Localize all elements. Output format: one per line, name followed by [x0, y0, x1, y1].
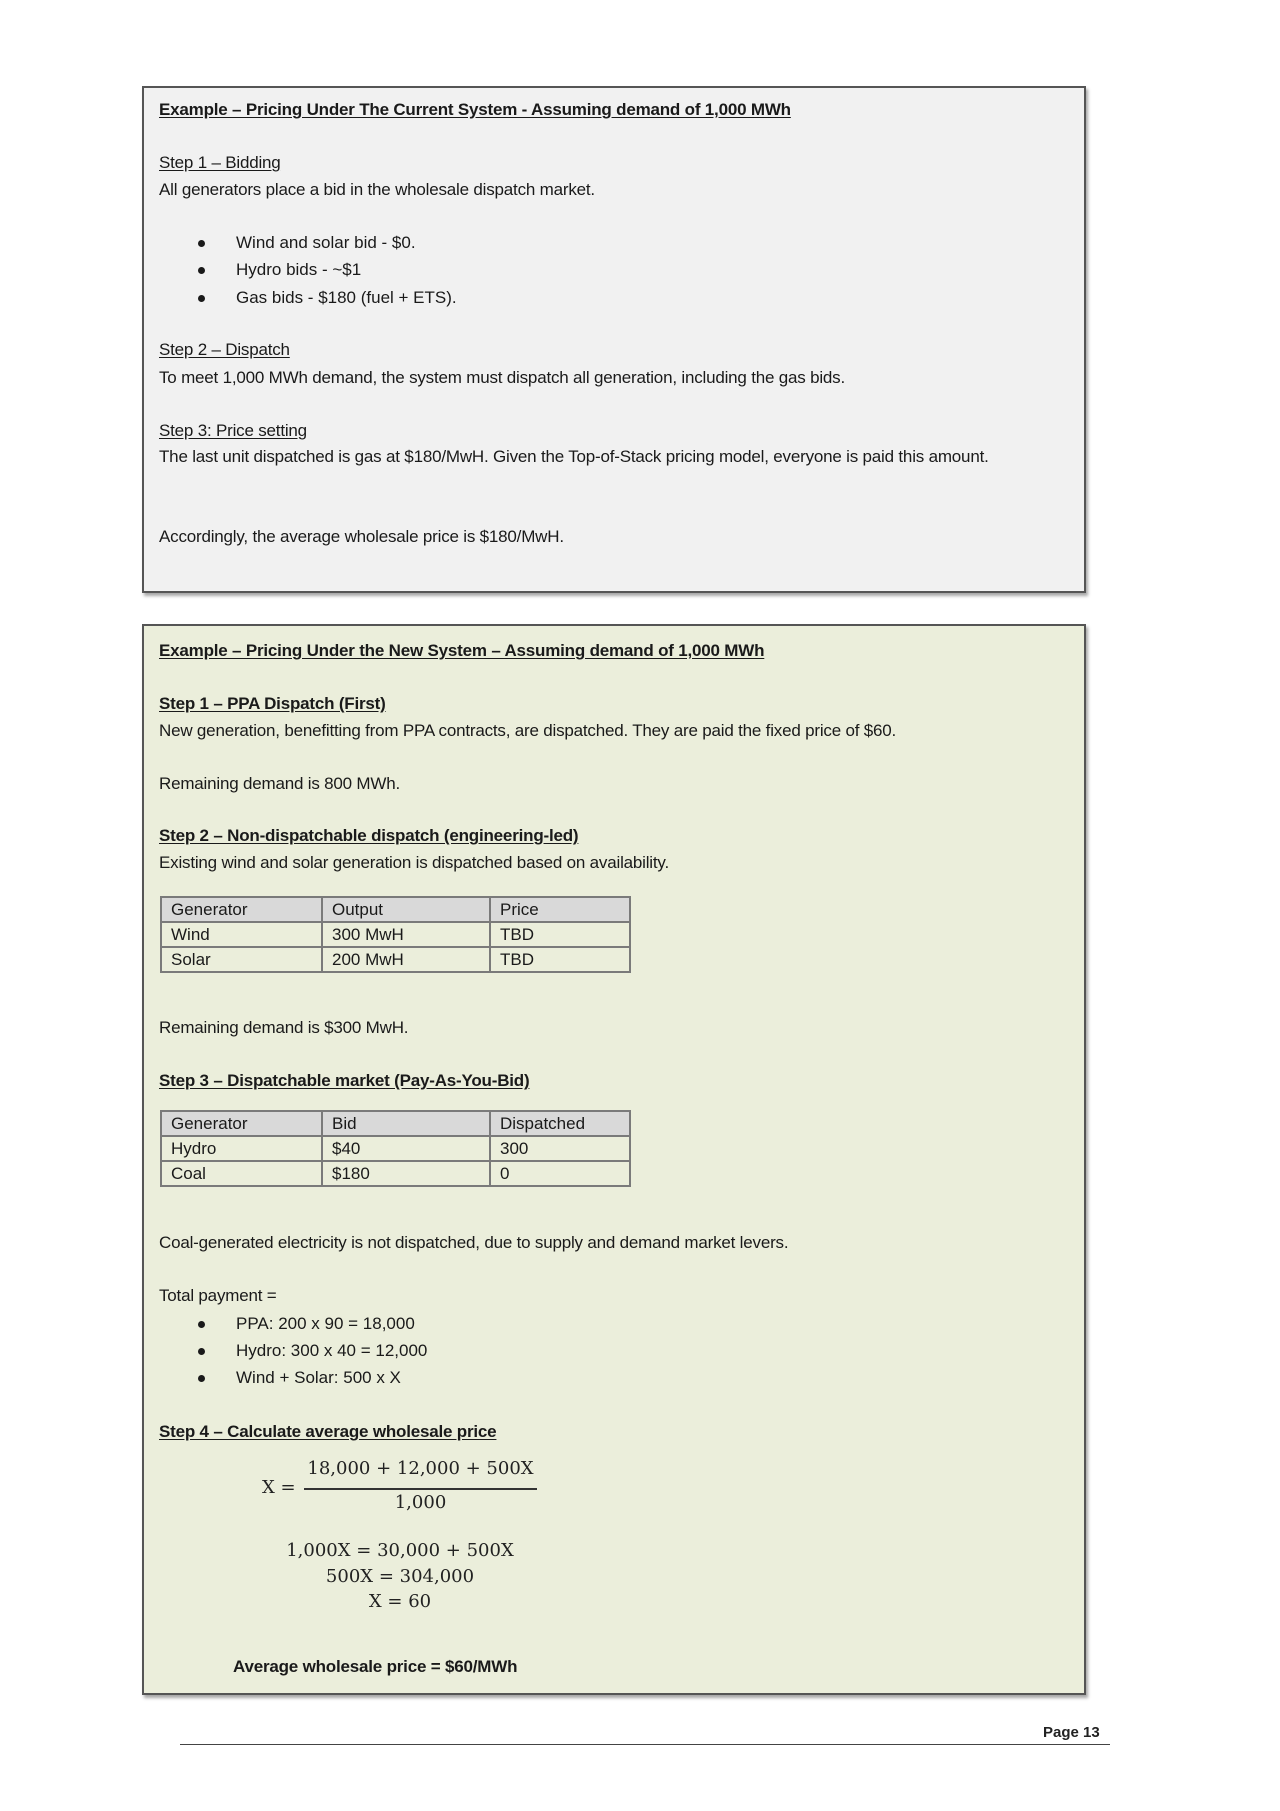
new-step1-body: New generation, benefitting from PPA contracts, are dispatched. They are paid the fixed price of $60. [159, 721, 897, 740]
page-number: Page 13 [1043, 1724, 1100, 1741]
bullet-icon [198, 1321, 205, 1328]
coal-note: Coal-generated electricity is not dispatched, due to supply and demand market levers. [159, 1233, 789, 1252]
table-row [161, 922, 630, 947]
bid-bullet-hydro: Hydro bids - ~$1 [236, 260, 362, 279]
new-step2-heading: Step 2 – Non-dispatchable dispatch (engineering-led) [159, 826, 579, 845]
bullet-icon [198, 295, 205, 302]
current-step3-body: The last unit dispatched is gas at $180/MwH. Given the Top-of-Stack pricing model, everyone is paid this amount. [159, 447, 989, 466]
bullet-icon [198, 267, 205, 274]
equation-line-3: X = 60 [368, 1591, 432, 1612]
table-row [161, 947, 630, 972]
bullet-icon [198, 1375, 205, 1382]
table-cell: 0 [490, 1161, 630, 1186]
equation-line-1: 1,000X = 30,000 + 500X [286, 1540, 514, 1561]
footer-divider [180, 1744, 1110, 1745]
table-header-cell: Output [322, 897, 490, 922]
payment-ppa: PPA: 200 x 90 = 18,000 [236, 1314, 415, 1333]
current-step1-heading: Step 1 – Bidding [159, 153, 281, 172]
new-step4-heading: Step 4 – Calculate average wholesale price [159, 1422, 497, 1441]
current-conclusion: Accordingly, the average wholesale price is $180/MwH. [159, 527, 564, 546]
bid-bullet-wind-solar: Wind and solar bid - $0. [236, 233, 416, 252]
table-cell: 300 [490, 1136, 630, 1161]
equation-numerator: 18,000 + 12,000 + 500X [307, 1458, 534, 1479]
table-cell: Solar [161, 947, 322, 972]
table-cell: 300 MwH [322, 922, 490, 947]
dispatchable-table [160, 1110, 631, 1187]
table-cell: Coal [161, 1161, 322, 1186]
table-header-cell: Dispatched [490, 1111, 630, 1136]
table-cell: TBD [490, 922, 630, 947]
current-step1-body: All generators place a bid in the wholesale dispatch market. [159, 180, 595, 199]
fraction-bar [304, 1488, 537, 1490]
table-header-cell: Bid [322, 1111, 490, 1136]
table-row [161, 1161, 630, 1186]
table-row [161, 1136, 630, 1161]
bullet-icon [198, 1348, 205, 1355]
new-system-title: Example – Pricing Under the New System – Assuming demand of 1,000 MWh [159, 641, 765, 660]
payment-wind-solar: Wind + Solar: 500 x X [236, 1368, 401, 1387]
table-cell: 200 MwH [322, 947, 490, 972]
new-step3-heading: Step 3 – Dispatchable market (Pay-As-You-Bid) [159, 1071, 530, 1090]
new-step2-body: Existing wind and solar generation is dispatched based on availability. [159, 853, 669, 872]
table-cell: $180 [322, 1161, 490, 1186]
bullet-icon [198, 240, 205, 247]
table-cell: Wind [161, 922, 322, 947]
table-cell: TBD [490, 947, 630, 972]
table-header-row [161, 897, 630, 922]
bid-bullet-gas: Gas bids - $180 (fuel + ETS). [236, 288, 457, 307]
table-header-row [161, 1111, 630, 1136]
current-step3-heading: Step 3: Price setting [159, 421, 307, 440]
table-header-cell: Generator [161, 1111, 322, 1136]
current-step2-heading: Step 2 – Dispatch [159, 340, 290, 359]
new-step1-heading: Step 1 – PPA Dispatch (First) [159, 694, 386, 713]
table-cell: $40 [322, 1136, 490, 1161]
table-header-cell: Generator [161, 897, 322, 922]
payment-hydro: Hydro: 300 x 40 = 12,000 [236, 1341, 428, 1360]
current-system-title: Example – Pricing Under The Current System - Assuming demand of 1,000 MWh [159, 100, 791, 119]
equation-lhs: X = [262, 1477, 296, 1498]
new-step1-remaining: Remaining demand is 800 MWh. [159, 774, 401, 793]
current-step2-body: To meet 1,000 MWh demand, the system must dispatch all generation, including the gas bids. [159, 368, 845, 387]
equation-line-2: 500X = 304,000 [325, 1566, 475, 1587]
table-header-cell: Price [490, 897, 630, 922]
average-price-result: Average wholesale price = $60/MWh [233, 1657, 518, 1676]
equation-denominator: 1,000 [394, 1492, 447, 1513]
total-payment-label: Total payment = [159, 1286, 277, 1305]
new-step2-remaining: Remaining demand is $300 MwH. [159, 1018, 409, 1037]
table-cell: Hydro [161, 1136, 322, 1161]
non-dispatchable-table [160, 896, 631, 973]
